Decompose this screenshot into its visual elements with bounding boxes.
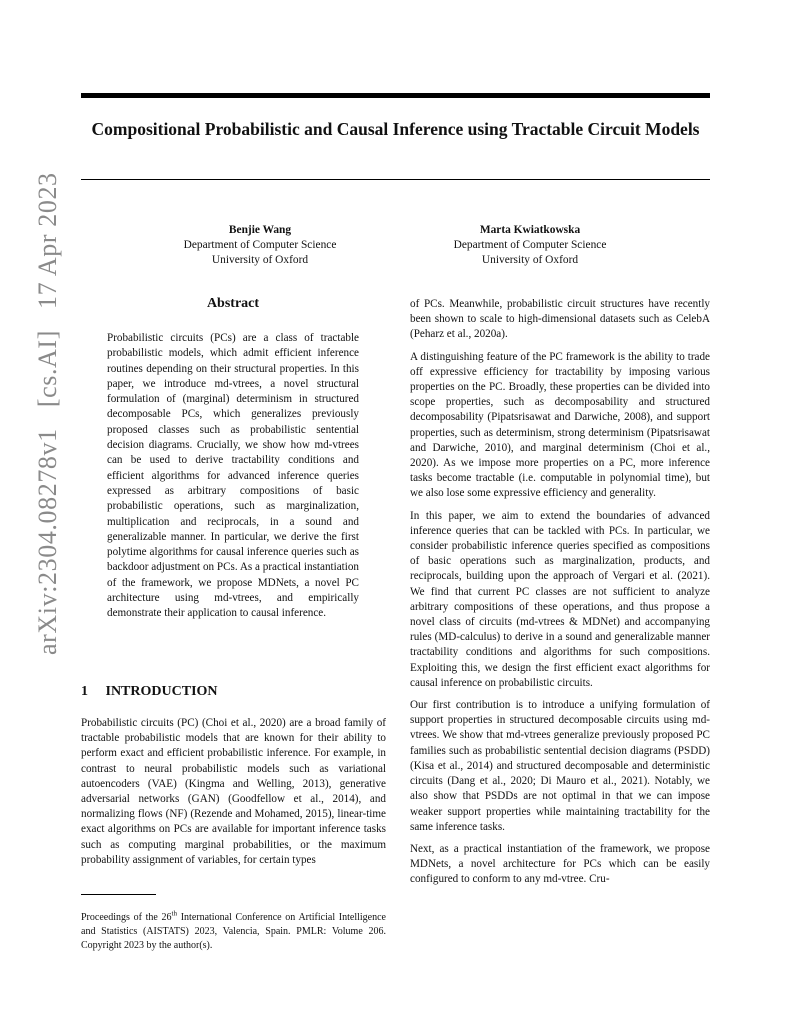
body-paragraph: In this paper, we aim to extend the boundaries of advanced inference queries that can be tackled with PCs. In particular, we consider probabilistic inference queries specified as compositions of basic operations such as marginalization, products, and reciprocals, building upon the approach of Vergari et al. (2021). We find that current PC classes are not sufficient to analyze arbitrary compositions of these operations, and thus propose a novel class of circuits (md-vtrees & MDNet) and accompanying rules (MD-calculus) to derive in a sound and generalizable manner tractability conditions and algorithms for such compositions. Exploiting this, we design the first efficient exact algorithms for causal inference on probabilistic circuits. bbox=[410, 509, 710, 689]
title-bottom-rule bbox=[81, 179, 710, 180]
arxiv-date: 17 Apr 2023 bbox=[33, 172, 62, 309]
arxiv-category: [cs.AI] bbox=[33, 330, 62, 408]
footnote-text-post: International Conference on Artificial Intelligence and Statistics (AISTATS) 2023, Valencia, Spain. PMLR: Volume 206. Copyright 2023 by the author(s). bbox=[81, 912, 386, 951]
footnote-rule bbox=[81, 894, 156, 895]
title-top-rule bbox=[81, 93, 710, 98]
author-department: Department of Computer Science bbox=[183, 239, 337, 251]
author-block-1 bbox=[130, 223, 390, 268]
abstract-heading: Abstract bbox=[206, 296, 260, 311]
body-paragraph: Our first contribution is to introduce a unifying formulation of support properties in structured decomposable circuits using md-vtrees. We show that md-vtrees generalize previously proposed PC families such as probabilistic sentential decision diagrams (PSDD) (Kisa et al., 2014) and structured decomposable and deterministic circuits (Dang et al., 2020; Di Mauro et al., 2021). Notably, we also show that PSDDs are not optimal in that we can impose weaker support properties while maintaining tractability for the same inference tasks. bbox=[410, 699, 710, 833]
right-column bbox=[410, 297, 710, 895]
intro-paragraph: Probabilistic circuits (PC) (Choi et al., 2020) are a broad family of tractable probabilistic models that are known for their ability to perform exact and efficient probabilistic inference. For example, in contrast to neural probabilistic models such as variational autoencoders (VAE) (Kingma and Welling, 2013), generative adversarial networks (GAN) (Goodfellow et al., 2014), and normalizing flows (NF) (Rezende and Mohamed, 2015), linear-time exact algorithms on PCs are available for important inference tasks such as computing marginal probabilities, or the maximum probability assignment of variables, for certain types bbox=[81, 717, 386, 866]
section-heading bbox=[81, 684, 218, 700]
body-paragraph: of PCs. Meanwhile, probabilistic circuit structures have recently been shown to scale to high-dimensional datasets such as CelebA (Peharz et al., 2020a). bbox=[410, 298, 710, 341]
author-institution: University of Oxford bbox=[211, 254, 309, 266]
arxiv-id[interactable]: arXiv:2304.08278v1 bbox=[33, 428, 62, 655]
author-department: Department of Computer Science bbox=[453, 239, 607, 251]
section-number: 1 bbox=[81, 684, 88, 699]
footnote-superscript: th bbox=[171, 909, 177, 918]
abstract-text: Probabilistic circuits (PCs) are a class of tractable probabilistic models, which admit efficient inference routines depending on their structural properties. In this paper, we introduce md-vtrees, a novel structural formulation of (marginal) determinism in structured decomposable PCs, which generalizes previously proposed classes such as probabilistic sentential decision diagrams. Crucially, we show how md-vtrees can be used to derive tractability conditions and efficient algorithms for advanced inference queries expressed as arbitrary compositions of basic probabilistic operations, such as marginalization, multiplication and reciprocals, in a sound and generalizable manner. In particular, we derive the first polytime algorithms for causal inference queries such as backdoor adjustment on PCs. As a practical instantiation of the framework, we propose MDNets, a novel PC architecture using md-vtrees, and empirically demonstrate their application to causal inference. bbox=[107, 332, 359, 620]
author-name: Marta Kwiatkowska bbox=[479, 224, 581, 236]
author-block-2 bbox=[400, 223, 660, 268]
body-paragraph: Next, as a practical instantiation of the framework, we propose MDNets, a novel architecture for PCs which can be easily configured to conform to any md-vtree. Cru- bbox=[410, 842, 710, 886]
paper-title: Compositional Probabilistic and Causal Inference using Tractable Circuit Models bbox=[91, 119, 700, 139]
author-name: Benjie Wang bbox=[228, 224, 292, 236]
section-title: INTRODUCTION bbox=[105, 684, 218, 699]
body-paragraph: A distinguishing feature of the PC framework is the ability to trade off expressive efficiency for tractability by imposing various properties on the PC. Broadly, these properties can be divided into scope properties, such as decomposability and structured decomposability (Pipatsrisawat and Darwiche, 2008), and support properties, such as determinism, strong determinism (Pipatsrisawat and Darwiche, 2010), and marginal determinism (Choi et al., 2020). As we impose more properties on a PC, more inference tasks become tractable (i.e. computable in polynomial time), but we also lose some expressive efficiency and generality. bbox=[410, 350, 710, 500]
author-institution: University of Oxford bbox=[481, 254, 579, 266]
proceedings-footnote bbox=[81, 911, 386, 953]
arxiv-sidebar-stamp bbox=[35, 158, 61, 655]
footnote-text-pre: Proceedings of the 26 bbox=[81, 912, 172, 923]
